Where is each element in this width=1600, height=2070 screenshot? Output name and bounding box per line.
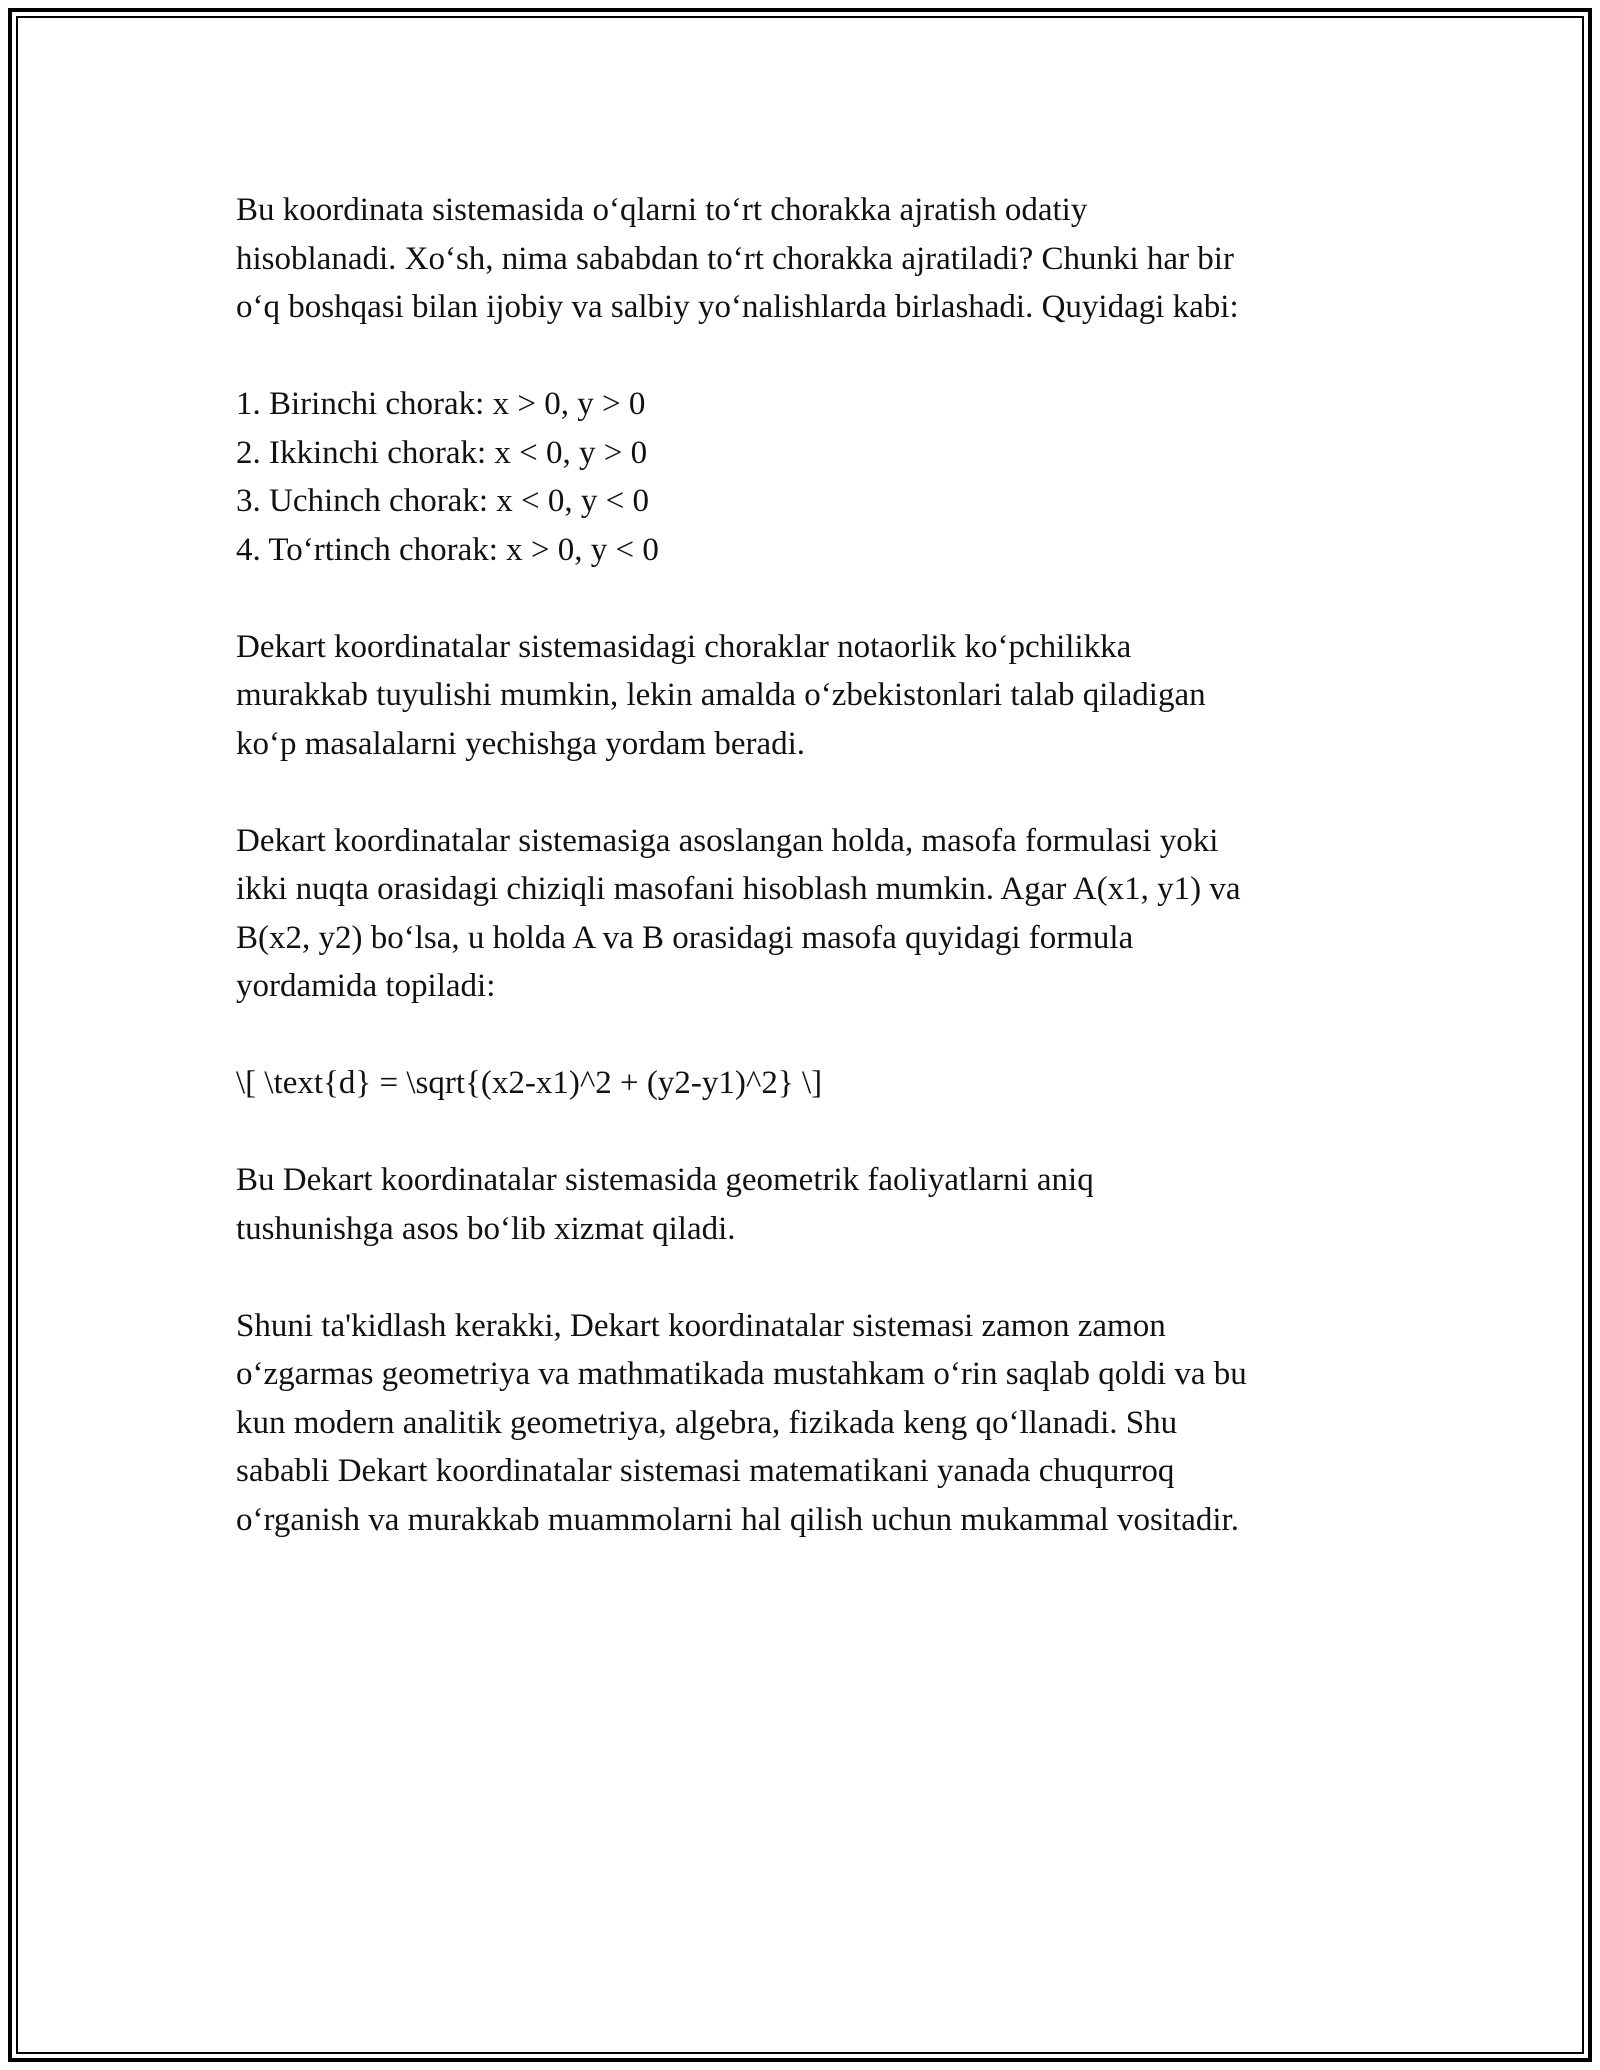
list-item: 2. Ikkinchi chorak: x < 0, y > 0 [236, 434, 648, 471]
quadrant-list [236, 380, 1366, 574]
conclusion-paragraph: Shuni ta'kidlash kerakki, Dekart koordinatalar sistemasi zamon zamon o‘zgarmas geometriya va mathmatikada mustahkam o‘rin saqlab qoldi va bu kun modern analitik geometriya, algebra, fizikada keng qo‘llanadi. Shu sababli Dekart koordinatalar sistemasi matematikani yanada chuqurroq o‘rganish va murakkab muammolarni hal qilish uchun mukammal vositadir. [236, 1307, 1247, 1538]
quadrants-paragraph: Dekart koordinatalar sistemasidagi choraklar notaorlik ko‘pchilikka murakkab tuyulishi mumkin, lekin amalda o‘zbekistonlari talab qiladigan ko‘p masalalarni yechishga yordam beradi. [236, 628, 1206, 762]
intro-paragraph: Bu koordinata sistemasida o‘qlarni to‘rt chorakka ajratish odatiy hisoblanadi. Xo‘sh, nima sababdan to‘rt chorakka ajratiladi? Chunki har bir o‘q boshqasi bilan ijobiy va salbiy yo‘nalishlarda birlashadi. Quyidagi kabi: [236, 192, 1239, 325]
paragraph-spacer [236, 332, 1366, 381]
list-item: 4. To‘rtinch chorak: x > 0, y < 0 [236, 531, 659, 568]
paragraph-spacer [236, 1253, 1366, 1302]
distance-formula: \[ \text{d} = \sqrt{(x2-x1)^2 + (y2-y1)^2} \] [236, 1065, 823, 1101]
list-item: 1. Birinchi chorak: x > 0, y > 0 [236, 386, 646, 422]
paragraph-spacer [236, 574, 1366, 623]
list-item: 3. Uchinch chorak: x < 0, y < 0 [236, 483, 649, 519]
basis-paragraph: Bu Dekart koordinatalar sistemasida geometrik faoliyatlarni aniq tushunishga asos bo‘lib xizmat qiladi. [236, 1162, 1094, 1247]
document-body [236, 186, 1366, 1544]
paragraph-spacer [236, 1011, 1366, 1060]
paragraph-spacer [236, 768, 1366, 817]
distance-paragraph: Dekart koordinatalar sistemasiga asoslangan holda, masofa formulasi yoki ikki nuqta orasidagi chiziqli masofani hisoblash mumkin. Agar A(x1, y1) va B(x2, y2) bo‘lsa, u holda A va B orasidagi masofa quyidagi formula yordamida topiladi: [236, 822, 1241, 1004]
paragraph-spacer [236, 1108, 1366, 1157]
